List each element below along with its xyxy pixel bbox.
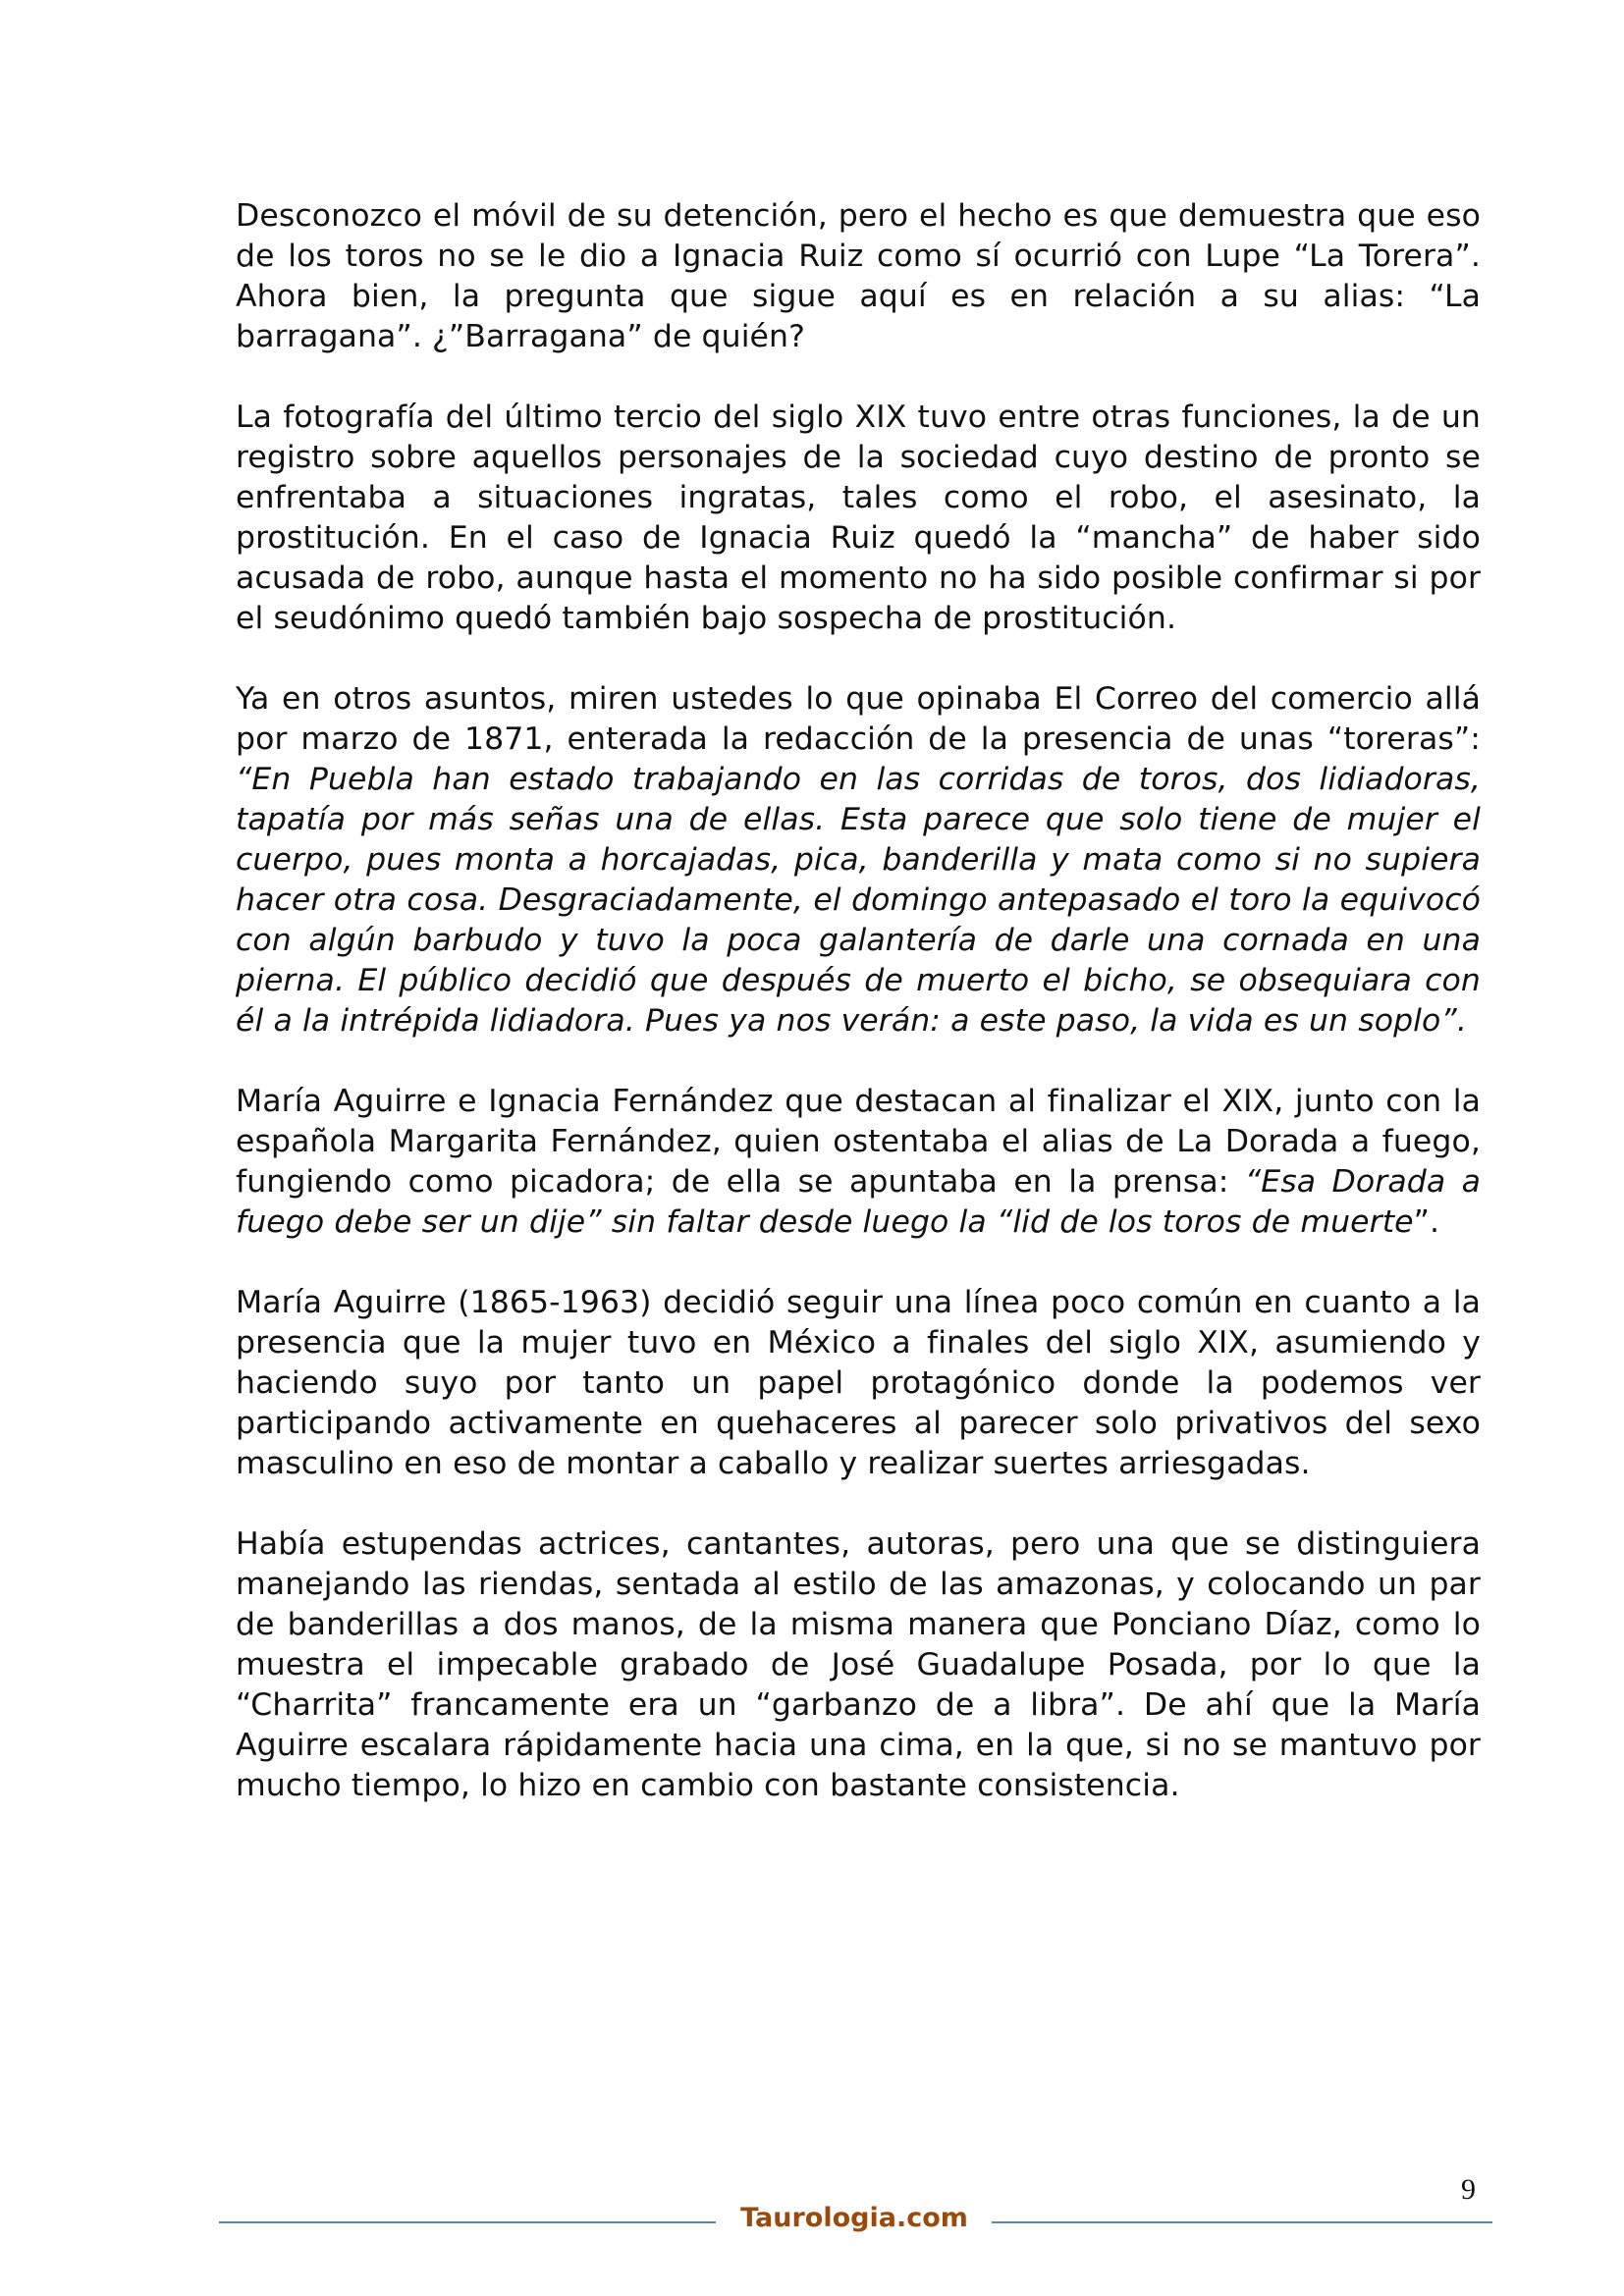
footer-rule-left — [219, 2221, 716, 2223]
paragraph-text: Ya en otros asuntos, miren ustedes lo que opinaba El Correo del comercio allá por marzo de 1871, enterada la redacción de la presencia de unas “toreras”: — [236, 681, 1481, 757]
footer-rule-right — [992, 2221, 1492, 2223]
quotation-text: “En Puebla han estado trabajando en las corridas de toros, dos lidiadoras, tapatía por más señas una de ellas. Esta parece que solo tiene de mujer el cuerpo, pues monta a horcajadas, pica, banderilla y mata como si no supiera hacer otra cosa. Desgraciadamente, el domingo antepasado el toro la equivocó con algún barbudo y tuvo la poca galantería de darle una cornada en una pierna. El público decidió que después de muerto el bicho, se obsequiara con él a la intrépida lidiadora. Pues ya nos verán: a este paso, la vida es un soplo”. — [236, 762, 1481, 1039]
paragraph-dorada-a-fuego — [236, 1082, 1481, 1243]
paragraph-detention — [236, 196, 1481, 357]
paragraph-maria-aguirre — [236, 1283, 1481, 1484]
paragraph-text: María Aguirre (1865-1963) decidió seguir una línea poco común en cuanto a la presencia que la mujer tuvo en México a finales del siglo XIX, asumiendo y haciendo suyo por tanto un papel protagónico donde la podemos ver participando activamente en quehaceres al parecer solo privativos del sexo masculino en eso de montar a caballo y realizar suertes arriesgadas. — [236, 1285, 1481, 1481]
paragraph-charrita — [236, 1524, 1481, 1806]
paragraph-text: Había estupendas actrices, cantantes, autoras, pero una que se distinguiera manejando las riendas, sentada al estilo de las amazonas, y colocando un par de banderillas a dos manos, de la misma manera que Ponciano Díaz, como lo muestra el impecable grabado de José Guadalupe Posada, por lo que la “Charrita” francamente era un “garbanzo de a libra”. De ahí que la María Aguirre escalara rápidamente hacia una cima, en la que, si no se mantuvo por mucho tiempo, lo hizo en cambio con bastante consistencia. — [236, 1526, 1481, 1803]
document-body — [236, 196, 1481, 1846]
paragraph-correo-del-comercio — [236, 679, 1481, 1041]
paragraph-text: ”. — [1413, 1204, 1440, 1240]
paragraph-photography — [236, 398, 1481, 639]
quotation-text: “Esa Dorada a fuego debe ser un dije” sin faltar desde luego la “lid de los toros de muerte — [236, 1164, 1481, 1240]
footer-brand: Taurologia.com — [740, 2203, 968, 2233]
paragraph-text: La fotografía del último tercio del siglo XIX tuvo entre otras funciones, la de un registro sobre aquellos personajes de la sociedad cuyo destino de pronto se enfrentaba a situaciones ingratas, tales como el robo, el asesinato, la prostitución. En el caso de Ignacia Ruiz quedó la “mancha” de haber sido acusada de robo, aunque hasta el momento no ha sido posible confirmar si por el seudónimo quedó también bajo sospecha de prostitución. — [236, 400, 1481, 636]
page-number: 9 — [1461, 2173, 1476, 2206]
paragraph-text: Desconozco el móvil de su detención, pero el hecho es que demuestra que eso de los toros no se le dio a Ignacia Ruiz como sí ocurrió con Lupe “La Torera”. Ahora bien, la pregunta que sigue aquí es en relación a su alias: “La barragana”. ¿”Barragana” de quién? — [236, 198, 1481, 354]
paragraph-text: María Aguirre e Ignacia Fernández que destacan al finalizar el XIX, junto con la española Margarita Fernández, quien ostentaba el alias de La Dorada a fuego, fungiendo como picadora; de ella se apuntaba en la prensa: — [236, 1084, 1481, 1200]
